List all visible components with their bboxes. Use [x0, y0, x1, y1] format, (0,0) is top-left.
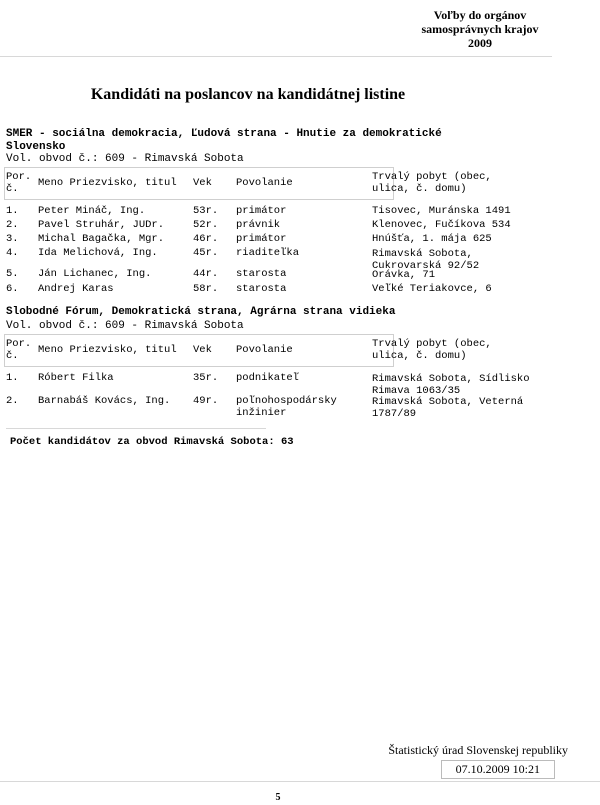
- col-cislo-2: č.: [6, 350, 19, 362]
- row-povolanie: primátor: [236, 233, 287, 245]
- district-label-2: Vol. obvod č.: 609 - Rimavská Sobota: [6, 320, 244, 332]
- header-line-2: samosprávnych krajov: [421, 22, 539, 36]
- row-meno: Pavel Struhár, JUDr.: [38, 219, 165, 231]
- row-povolanie: riaditeľka: [236, 247, 300, 259]
- row-vek: 44r.: [193, 268, 219, 280]
- col-povolanie-1: Povolanie: [236, 177, 293, 189]
- header-year: 2009: [468, 36, 492, 50]
- district-label-1: Vol. obvod č.: 609 - Rimavská Sobota: [6, 153, 244, 165]
- row-povolanie: primátor: [236, 205, 287, 217]
- row-vek: 52r.: [193, 219, 219, 231]
- row-vek: 46r.: [193, 233, 219, 245]
- page-title: Kandidáti na poslancov na kandidátnej listine: [90, 86, 406, 103]
- col-pobyt-line1-1: Trvalý pobyt (obec,: [372, 171, 492, 183]
- col-vek-2: Vek: [193, 344, 212, 356]
- row-povolanie: starosta: [236, 283, 287, 295]
- total-divider: [6, 428, 266, 429]
- row-pobyt: Orávka, 71: [372, 269, 436, 281]
- page-number: 5: [275, 792, 281, 803]
- row-por: 5.: [6, 268, 19, 280]
- col-pobyt-line2-2: ulica, č. domu): [372, 350, 467, 362]
- col-por-1: Por.: [6, 171, 32, 183]
- footer-divider: [0, 781, 600, 782]
- row-pobyt: Rimavská Sobota,: [372, 248, 473, 260]
- row-povolanie-cont: inžinier: [236, 407, 287, 419]
- row-meno: Michal Bagačka, Mgr.: [38, 233, 165, 245]
- row-vek: 53r.: [193, 205, 219, 217]
- row-meno: Ida Melichová, Ing.: [38, 247, 158, 259]
- row-vek: 58r.: [193, 283, 219, 295]
- col-povolanie-2: Povolanie: [236, 344, 293, 356]
- party-name-2: Slobodné Fórum, Demokratická strana, Agrárna strana vidieka: [6, 306, 396, 318]
- office-name: Štatistický úrad Slovenskej republiky: [388, 743, 568, 757]
- col-pobyt-line2-1: ulica, č. domu): [372, 183, 467, 195]
- row-pobyt: Tisovec, Muránska 1491: [372, 205, 511, 217]
- row-povolanie: podnikateľ: [236, 372, 300, 384]
- row-vek: 45r.: [193, 247, 219, 259]
- row-vek: 35r.: [193, 372, 219, 384]
- row-por: 4.: [6, 247, 19, 259]
- row-pobyt: Rimavská Sobota, Veterná: [372, 396, 524, 408]
- row-pobyt-cont: Rimava 1063/35: [372, 385, 461, 397]
- row-por: 1.: [6, 372, 19, 384]
- col-meno-1: Meno Priezvisko, titul: [38, 177, 177, 189]
- timestamp: 07.10.2009 10:21: [441, 760, 555, 779]
- row-meno: Róbert Filka: [38, 372, 114, 384]
- row-por: 3.: [6, 233, 19, 245]
- col-por-2: Por.: [6, 338, 32, 350]
- row-pobyt-cont: 1787/89: [372, 408, 417, 420]
- candidate-total: Počet kandidátov za obvod Rimavská Sobota: 63: [10, 436, 294, 448]
- document-header: [400, 8, 560, 50]
- row-pobyt: Klenovec, Fučíkova 534: [372, 219, 511, 231]
- row-meno: Barnabáš Kovács, Ing.: [38, 395, 171, 407]
- header-divider: [0, 56, 552, 57]
- party-name-1: SMER - sociálna demokracia, Ľudová strana - Hnutie za demokratické Slovensko: [6, 128, 442, 153]
- row-povolanie: poľnohospodársky: [236, 395, 337, 407]
- row-por: 1.: [6, 205, 19, 217]
- row-pobyt: Rimavská Sobota, Sídlisko: [372, 373, 530, 385]
- col-pobyt-line1-2: Trvalý pobyt (obec,: [372, 338, 492, 350]
- row-por: 2.: [6, 395, 19, 407]
- row-povolanie: právnik: [236, 219, 281, 231]
- row-vek: 49r.: [193, 395, 219, 407]
- row-meno: Andrej Karas: [38, 283, 114, 295]
- row-pobyt: Veľké Teriakovce, 6: [372, 283, 492, 295]
- col-vek-1: Vek: [193, 177, 212, 189]
- row-povolanie: starosta: [236, 268, 287, 280]
- header-line-1: Voľby do orgánov: [433, 8, 527, 22]
- col-cislo-1: č.: [6, 183, 19, 195]
- row-pobyt: Hnúšťa, 1. mája 625: [372, 233, 492, 245]
- row-por: 6.: [6, 283, 19, 295]
- row-por: 2.: [6, 219, 19, 231]
- row-pobyt-cont: Cukrovarská 92/52: [372, 260, 480, 272]
- col-meno-2: Meno Priezvisko, titul: [38, 344, 177, 356]
- row-meno: Ján Lichanec, Ing.: [38, 268, 152, 280]
- row-meno: Peter Mináč, Ing.: [38, 205, 146, 217]
